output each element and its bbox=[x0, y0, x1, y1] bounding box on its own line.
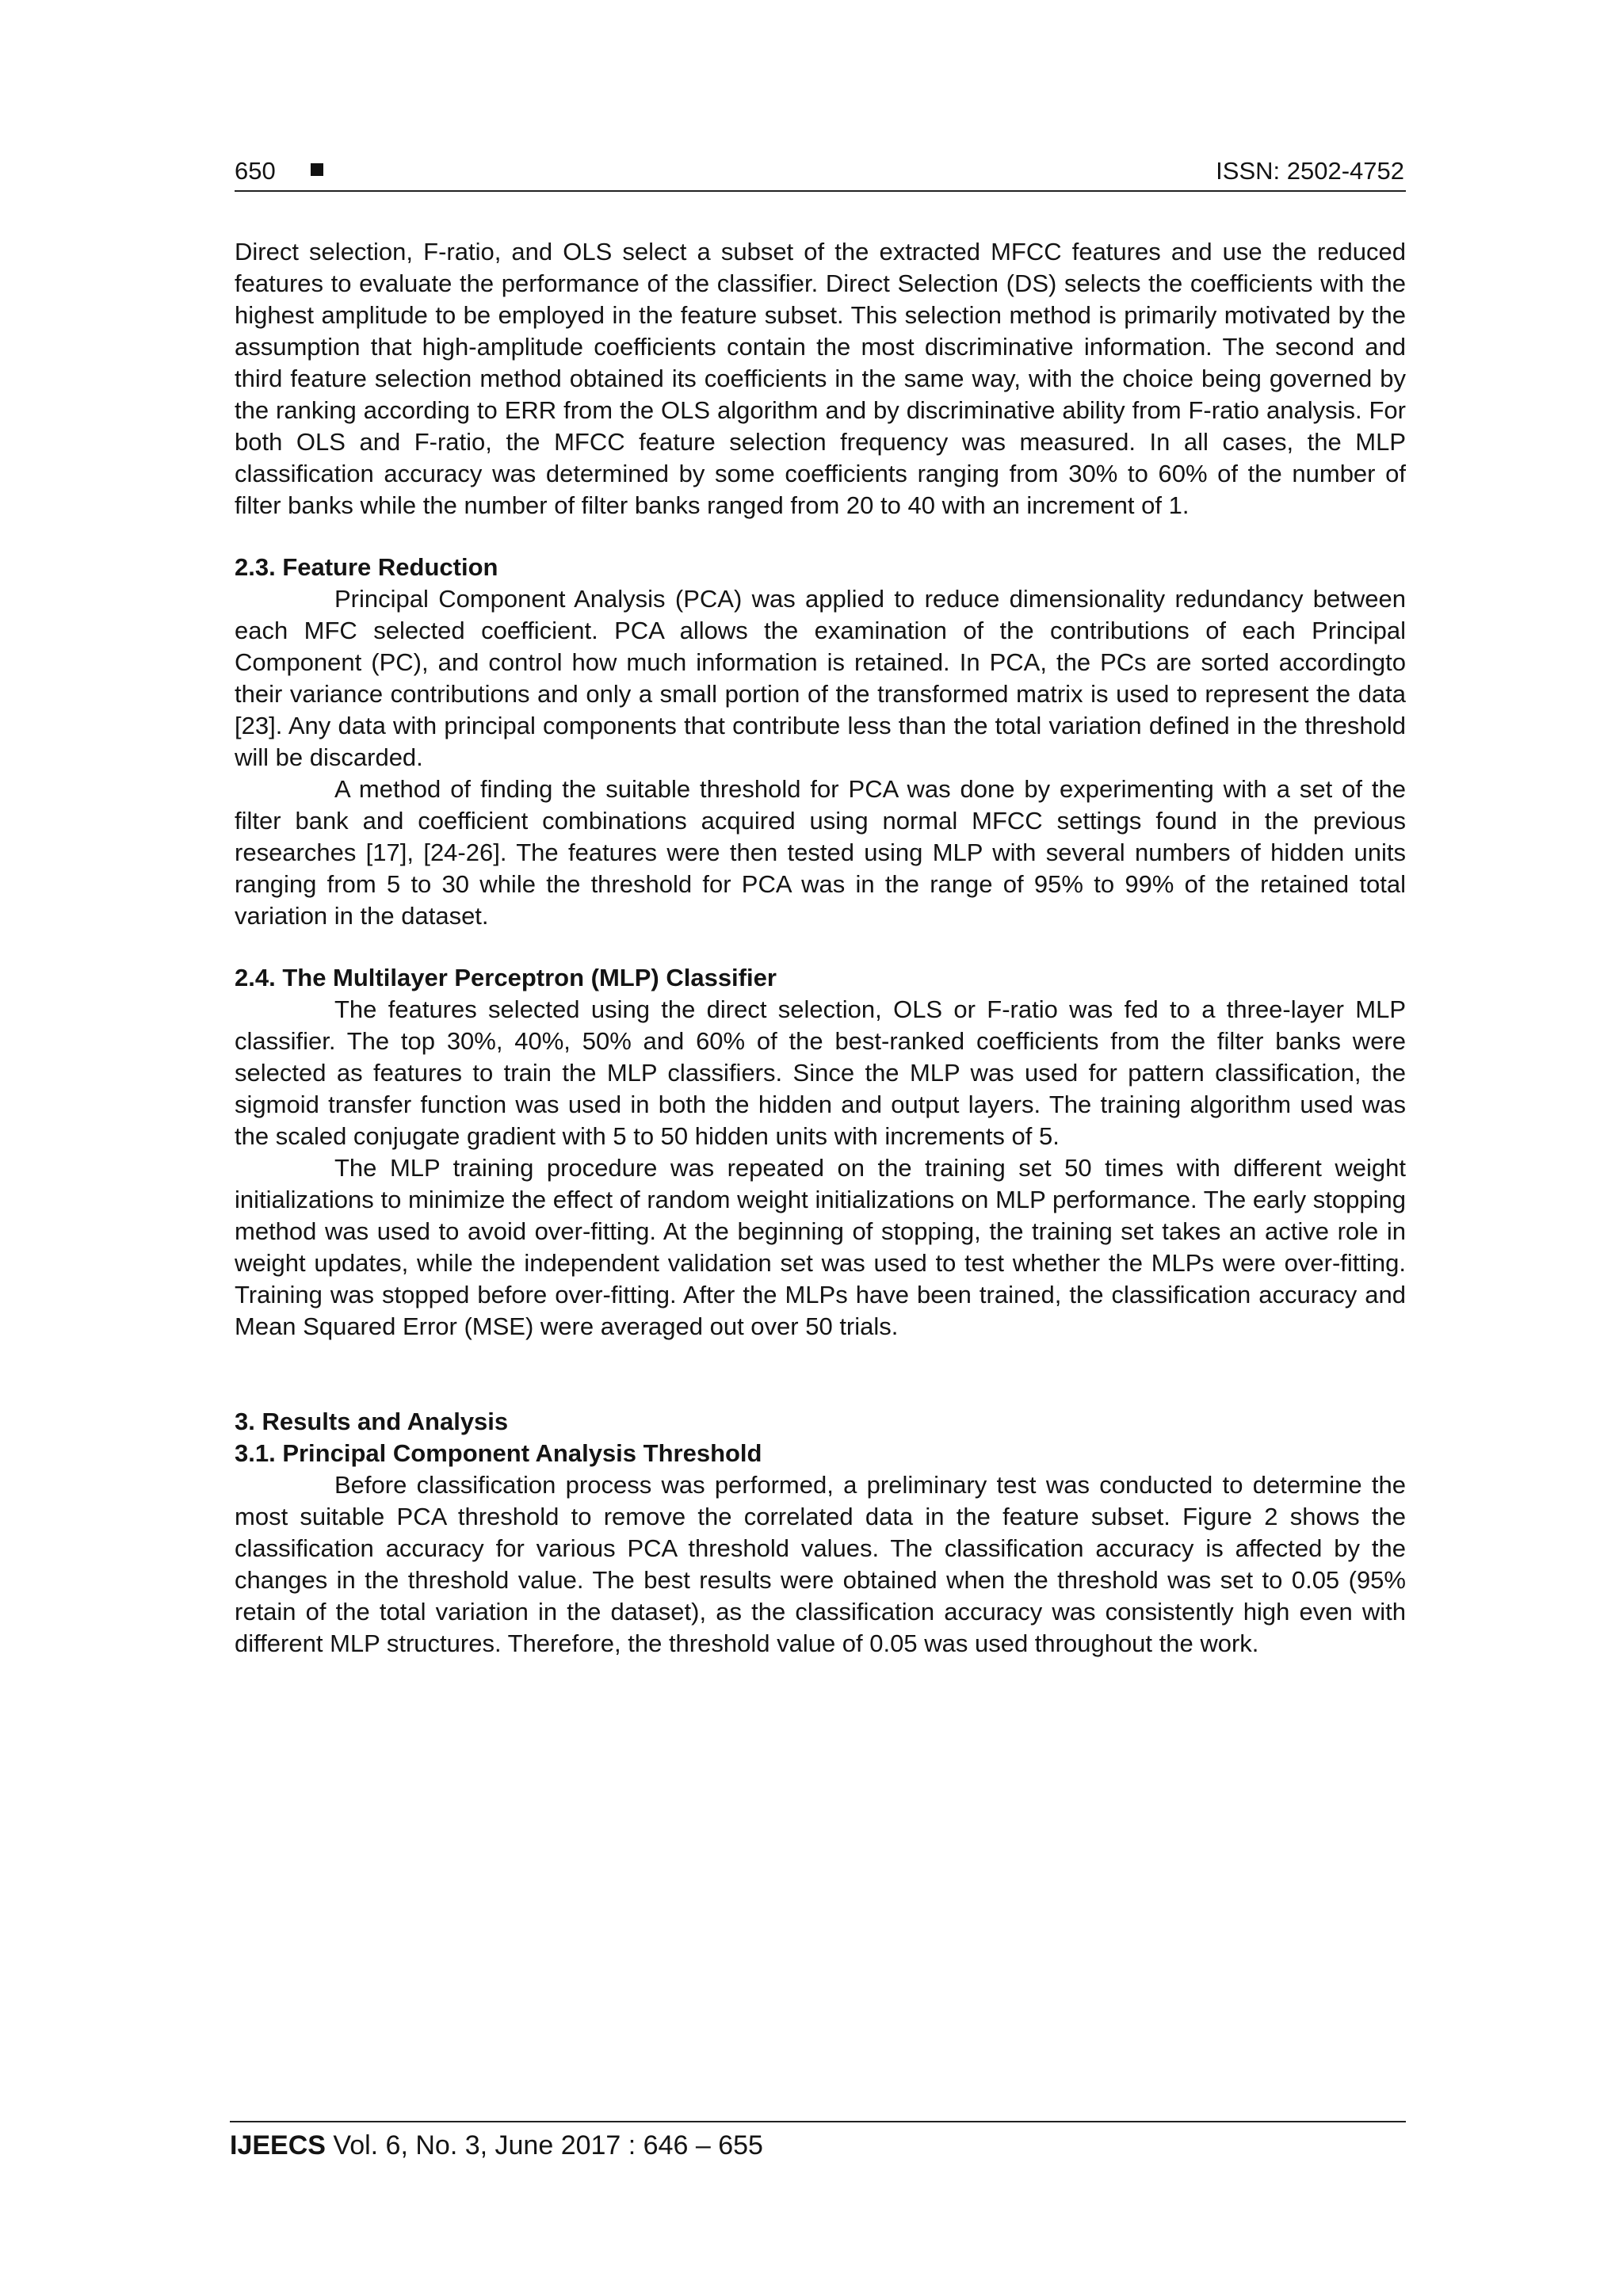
square-bullet-icon bbox=[311, 163, 323, 176]
page-number: 650 bbox=[235, 157, 276, 185]
section-3-1-heading: 3.1. Principal Component Analysis Threshold bbox=[235, 1439, 762, 1467]
section-2-4-heading: 2.4. The Multilayer Perceptron (MLP) Classifier bbox=[235, 964, 777, 991]
intro-paragraph: Direct selection, F-ratio, and OLS select a subset of the extracted MFCC features and use the reduced features to evaluate the performance of the classifier. Direct Selection (DS) selects the coefficients with the highest amplitude to be employed in the feature subset. This selection method is primarily motivated by the assumption that high-amplitude coefficients contain the most discriminative information. The second and third feature selection method obtained its coefficients in the same way, with the choice being governed by the ranking according to ERR from the OLS algorithm and by discriminative ability from F-ratio analysis. For both OLS and F-ratio, the MFCC feature selection frequency was measured. In all cases, the MLP classification accuracy was determined by some coefficients ranging from 30% to 60% of the number of filter banks while the number of filter banks ranged from 20 to 40 with an increment of 1. bbox=[235, 238, 1406, 519]
page-footer bbox=[230, 2121, 1406, 2161]
section-3-1-paragraph-1: Before classification process was performed, a preliminary test was conducted to determine the most suitable PCA threshold to remove the correlated data in the feature subset. Figure 2 shows the classification accuracy for various PCA threshold values. The classification accuracy is affected by the changes in the threshold value. The best results were obtained when the threshold was set to 0.05 (95% retain of the total variation in the dataset), as the classification accuracy was consistently high even with different MLP structures. Therefore, the threshold value of 0.05 was used throughout the work. bbox=[235, 1471, 1406, 1657]
journal-name: IJEECS bbox=[230, 2130, 326, 2160]
section-2-3-paragraph-1: Principal Component Analysis (PCA) was applied to reduce dimensionality redundancy between each MFC selected coefficient. PCA allows the examination of the contributions of each Principal Component (PC), and control how much information is retained. In PCA, the PCs are sorted accordingto their variance contributions and only a small portion of the transformed matrix is used to represent the data [23]. Any data with principal components that contribute less than the total variation defined in the threshold will be discarded. bbox=[235, 585, 1406, 771]
section-2-4-paragraph-2: The MLP training procedure was repeated on the training set 50 times with different weight initializations to minimize the effect of random weight initializations on MLP performance. The early stopping method was used to avoid over-fitting. At the beginning of stopping, the training set takes an active role in weight updates, while the independent validation set was used to test whether the MLPs were over-fitting. Training was stopped before over-fitting. After the MLPs have been trained, the classification accuracy and Mean Squared Error (MSE) were averaged out over 50 trials. bbox=[235, 1154, 1406, 1340]
section-2-3-heading: 2.3. Feature Reduction bbox=[235, 553, 498, 581]
section-2-4-paragraph-1: The features selected using the direct selection, OLS or F-ratio was fed to a three-layer MLP classifier. The top 30%, 40%, 50% and 60% of the best-ranked coefficients from the filter banks were selected as features to train the MLP classifiers. Since the MLP was used for pattern classification, the sigmoid transfer function was used in both the hidden and output layers. The training algorithm used was the scaled conjugate gradient with 5 to 50 hidden units with increments of 5. bbox=[235, 995, 1406, 1150]
section-3-heading: 3. Results and Analysis bbox=[235, 1408, 509, 1435]
issn-label: ISSN: 2502-4752 bbox=[1216, 157, 1404, 185]
page-header bbox=[235, 152, 1406, 192]
journal-citation: Vol. 6, No. 3, June 2017 : 646 – 655 bbox=[325, 2130, 763, 2160]
article-body bbox=[235, 236, 1406, 1660]
section-2-3-paragraph-2: A method of finding the suitable threshold for PCA was done by experimenting with a set of the filter bank and coefficient combinations acquired using normal MFCC settings found in the previous researches [17], [24-26]. The features were then tested using MLP with several numbers of hidden units ranging from 5 to 30 while the threshold for PCA was in the range of 95% to 99% of the retained total variation in the dataset. bbox=[235, 775, 1406, 930]
